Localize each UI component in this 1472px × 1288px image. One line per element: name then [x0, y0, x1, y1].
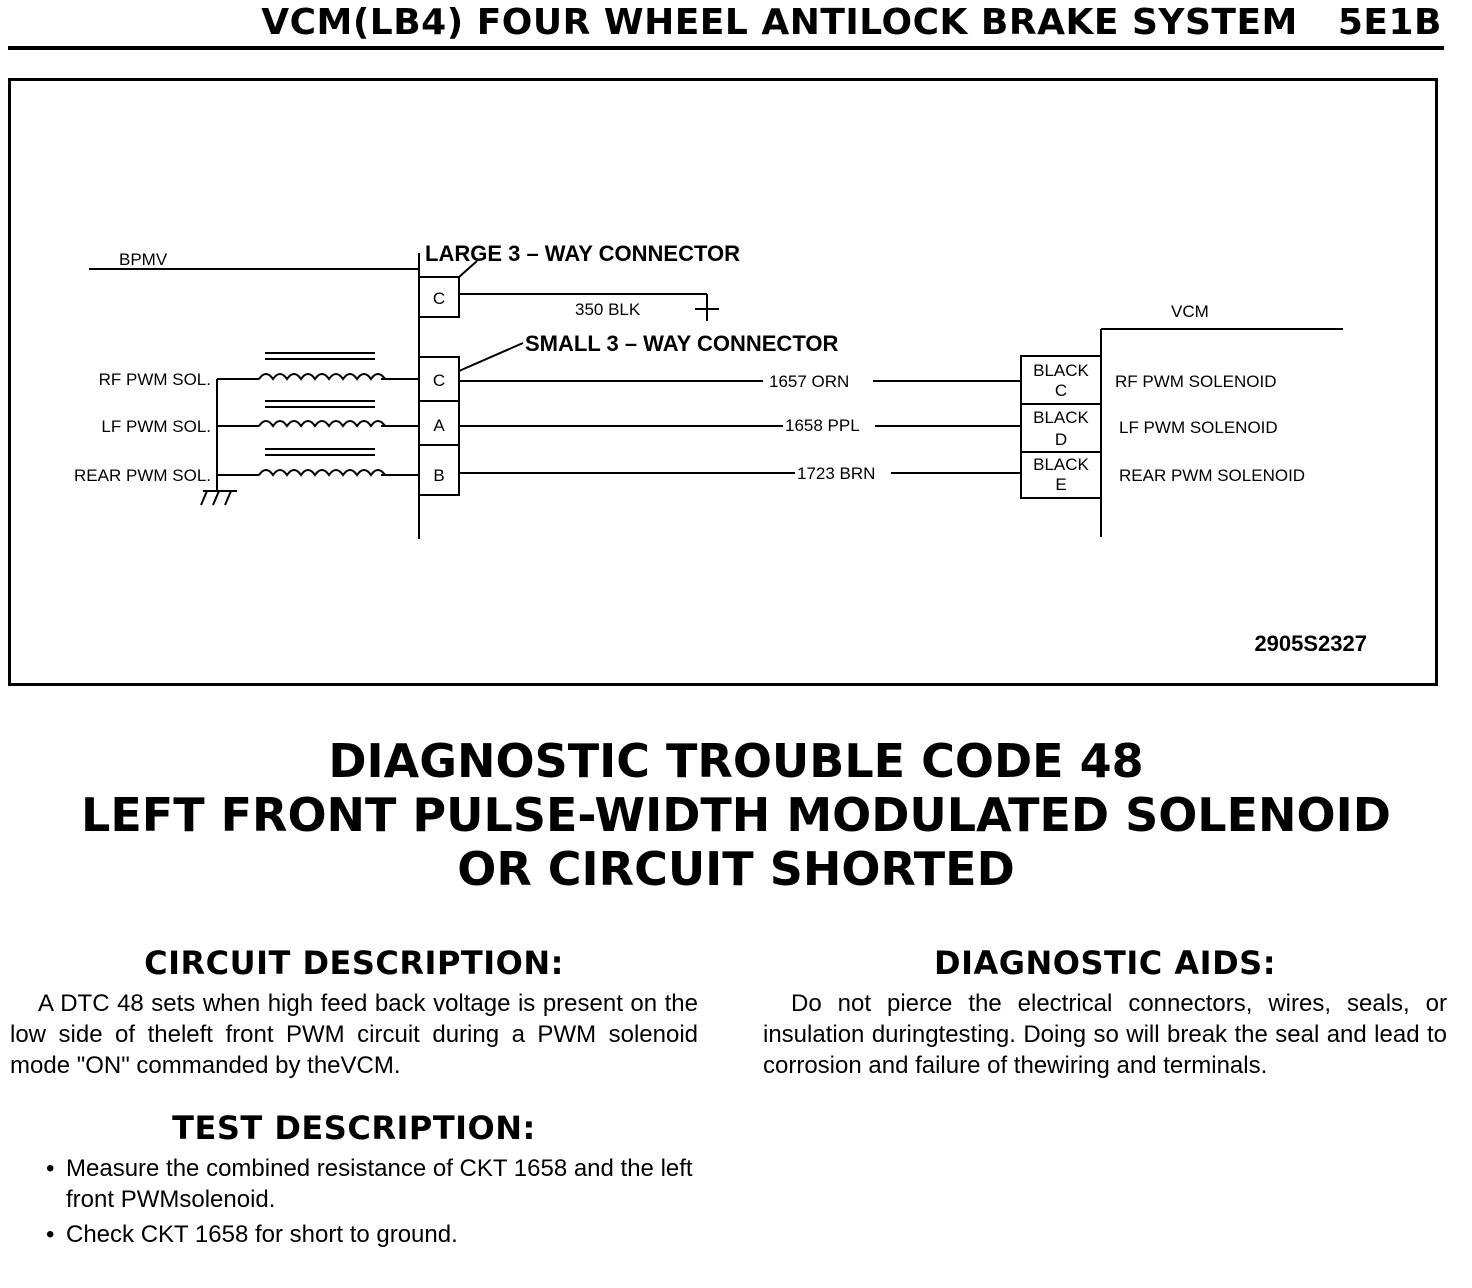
section-number: 5E1B [1337, 2, 1442, 43]
bpmv-label: BPMV [119, 250, 168, 269]
small-pin-b: B [433, 466, 445, 485]
wiring-diagram [8, 78, 1438, 686]
rf-solenoid-label: RF PWM SOL. [98, 370, 211, 389]
vcm-connector-color-e: BLACK [1033, 455, 1089, 474]
vcm-connector-color-d: BLACK [1033, 408, 1089, 427]
figure-id: 2905S2327 [1254, 631, 1367, 656]
rear-solenoid-label: REAR PWM SOL. [74, 466, 211, 485]
vcm-rear-function: REAR PWM SOLENOID [1119, 466, 1306, 485]
ground-wire-label: 350 BLK [575, 300, 641, 319]
vcm-label: VCM [1171, 302, 1209, 321]
circuit-description-heading: CIRCUIT DESCRIPTION: [144, 944, 564, 982]
test-step-1: • Measure the combined resistance of CKT 1658 and the left front PWMsolenoid. [46, 1153, 698, 1215]
vcm-rf-function: RF PWM SOLENOID [1115, 372, 1277, 391]
vcm-lf-function: LF PWM SOLENOID [1119, 418, 1278, 437]
diagnostic-aids-heading: DIAGNOSTIC AIDS: [934, 944, 1276, 982]
diagnostic-aids-text: Do not pierce the electrical connectors, wires, seals, or insulation duringtesting. Doing so will break the seal and lead to corrosion and failure of thewiring and terminals. [763, 990, 1447, 1079]
circuit-description-text: A DTC 48 sets when high feed back voltage is present on the low side of theleft front PWM circuit during a PWM solenoid mode "ON" commanded by theVCM. [10, 990, 698, 1079]
lf-solenoid-label: LF PWM SOL. [101, 417, 211, 436]
page-header [0, 2, 1442, 43]
wiring-diagram-svg [11, 81, 1435, 683]
wire-1658-label: 1658 PPL [785, 416, 860, 435]
wire-1723-label: 1723 BRN [797, 464, 876, 483]
dtc-title-line-3: OR CIRCUIT SHORTED [457, 842, 1015, 896]
header-title: VCM(LB4) FOUR WHEEL ANTILOCK BRAKE SYSTEM [261, 2, 1298, 43]
test-step-2: • Check CKT 1658 for short to ground. [46, 1219, 698, 1250]
ground-symbol-icon [695, 309, 719, 321]
vcm-pin-e: E [1055, 475, 1067, 494]
vcm-pin-d: D [1054, 430, 1068, 449]
small-pin-a: A [433, 416, 445, 435]
large-pin-c: C [432, 289, 446, 308]
large-connector-label: LARGE 3 – WAY CONNECTOR [425, 241, 740, 266]
small-pin-c: C [432, 371, 446, 390]
dtc-title-line-1: DIAGNOSTIC TROUBLE CODE 48 [328, 734, 1144, 788]
wire-1657-label: 1657 ORN [769, 372, 850, 391]
test-description-heading: TEST DESCRIPTION: [172, 1109, 536, 1147]
test-description-list [10, 1153, 698, 1250]
left-column [10, 944, 698, 1254]
vcm-pin-c: C [1054, 381, 1068, 400]
vcm-connector-color-c: BLACK [1033, 361, 1089, 380]
dtc-title-line-2: LEFT FRONT PULSE-WIDTH MODULATED SOLENOID [81, 788, 1391, 842]
header-rule [8, 46, 1444, 50]
right-column [763, 944, 1447, 1081]
small-connector-label: SMALL 3 – WAY CONNECTOR [525, 331, 839, 356]
dtc-title [0, 734, 1472, 896]
